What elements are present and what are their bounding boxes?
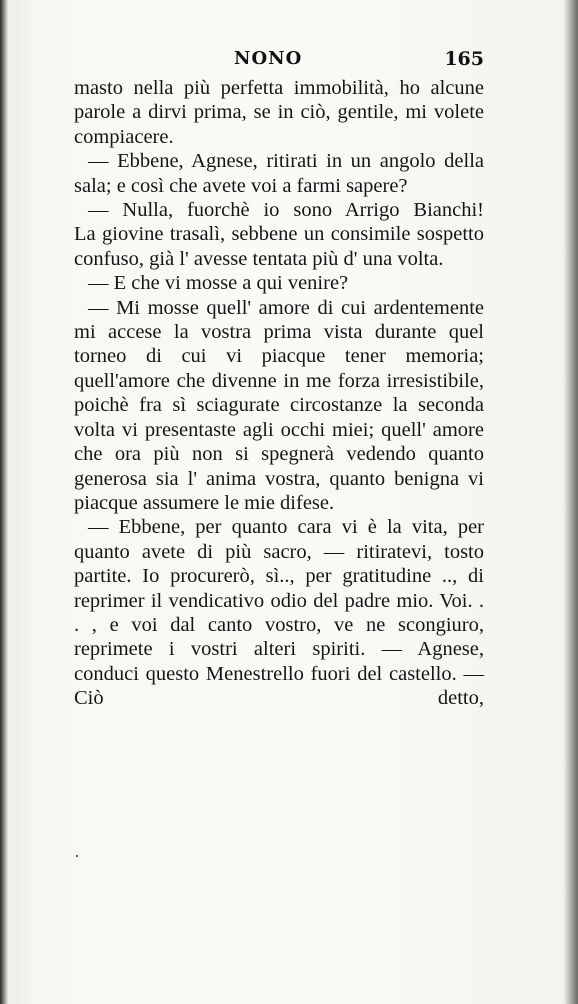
paragraph-5: — E che vi mosse a qui venire?	[88, 272, 349, 295]
page-edge-shadow	[564, 0, 578, 1004]
page-number: 165	[444, 48, 484, 70]
paragraph-4: La giovine trasalì, sebbene un consimile sospetto confuso, già l' avesse tentata più d' una volta.	[74, 223, 484, 270]
page-spine-shadow	[0, 0, 8, 1004]
page-header	[74, 48, 484, 76]
paragraph-1: masto nella più perfetta immobilità, ho alcune parole a dirvi prima, se in ciò, gentile, mi volete compiacere.	[74, 77, 484, 148]
paragraph-3: — Nulla, fuorchè io sono Arrigo Bianchi!	[88, 199, 484, 222]
page-body	[74, 76, 484, 711]
paper-speck	[76, 855, 78, 857]
paragraph-2: — Ebbene, Agnese, ritirati in un angolo della sala; e così che avete voi a farmi sapere?	[74, 150, 484, 197]
paragraph-7: — Ebbene, per quanto cara vi è la vita, per quanto avete di più sacro, — ritiratevi, tosto partite. Io procurerò, sì.., per gratitudine .., di reprimer il vendicativo odio del padre mio. Voi. . . , e voi dal canto vostro, ve ne scongiuro, reprimete i vostri alteri spiriti. — Agnese, conduci questo Menestrello fuori del castello. — Ciò detto,	[74, 516, 484, 710]
paragraph-6: — Mi mosse quell' amore di cui ardentemente mi accese la vostra prima vista durante quel torneo di cui vi piacque tener memoria; quell'amore che divenne in me forza irresistibile, poichè fra sì sciagurate circostanze la seconda volta vi presentaste agli occhi miei; quell' amore che ora più non si spegnerà vedendo quanto generosa sia l' anima vostra, quanto benigna vi piacque assumere le mie difese.	[74, 296, 484, 514]
running-head: NONO	[234, 48, 303, 69]
